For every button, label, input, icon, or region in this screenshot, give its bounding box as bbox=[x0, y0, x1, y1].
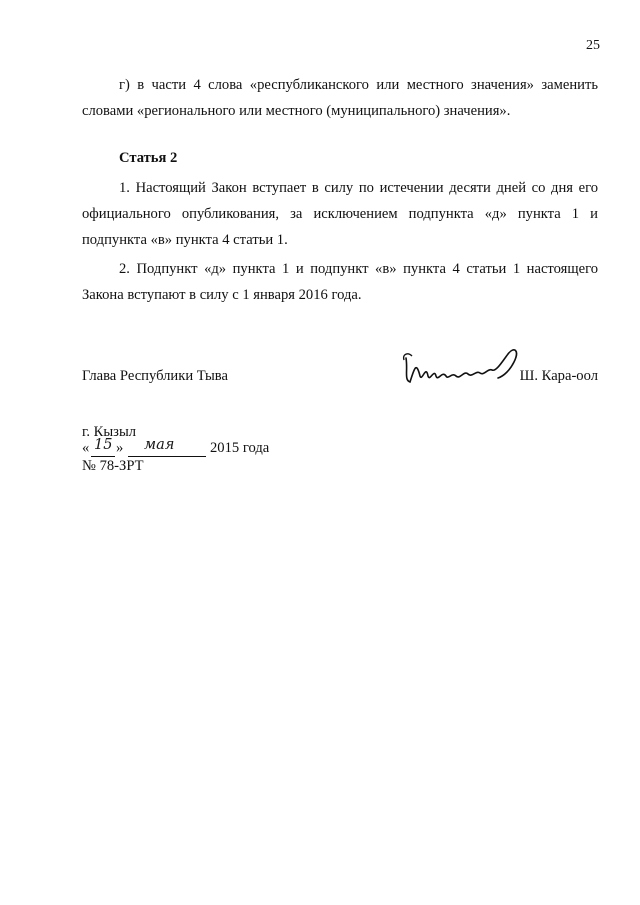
date-open-quote: « bbox=[82, 440, 90, 456]
date-day: 15 bbox=[94, 436, 113, 453]
date-year: 2015 года bbox=[210, 440, 270, 456]
article-paragraph-1: 1. Настоящий Закон вступает в силу по истечении десяти дней со дня его официального опубликования, за исключением подпункта «д» пункта 1 и подпункта «в» пункта 4 статьи 1. bbox=[82, 180, 598, 248]
date-month: мая bbox=[144, 436, 175, 453]
signatory-title: Глава Республики Тыва bbox=[82, 368, 228, 384]
article-heading: Статья 2 bbox=[119, 150, 178, 166]
date-close-quote: » bbox=[116, 440, 124, 456]
article-paragraph-2: 2. Подпункт «д» пункта 1 и подпункт «в» пункта 4 статьи 1 настоящего Закона вступают в силу с 1 января 2016 года. bbox=[82, 261, 598, 303]
signatory-name: Ш. Кара-оол bbox=[519, 368, 598, 384]
place-of-signing: г. Кызыл bbox=[82, 424, 137, 440]
page-number: 25 bbox=[586, 38, 600, 53]
paragraph-g: г) в части 4 слова «республиканского или местного значения» заменить словами «регионального или местного (муниципального) значения». bbox=[82, 77, 598, 119]
handwritten-signature bbox=[398, 340, 524, 400]
law-number: № 78-ЗРТ bbox=[82, 458, 144, 474]
date-line bbox=[82, 436, 312, 460]
